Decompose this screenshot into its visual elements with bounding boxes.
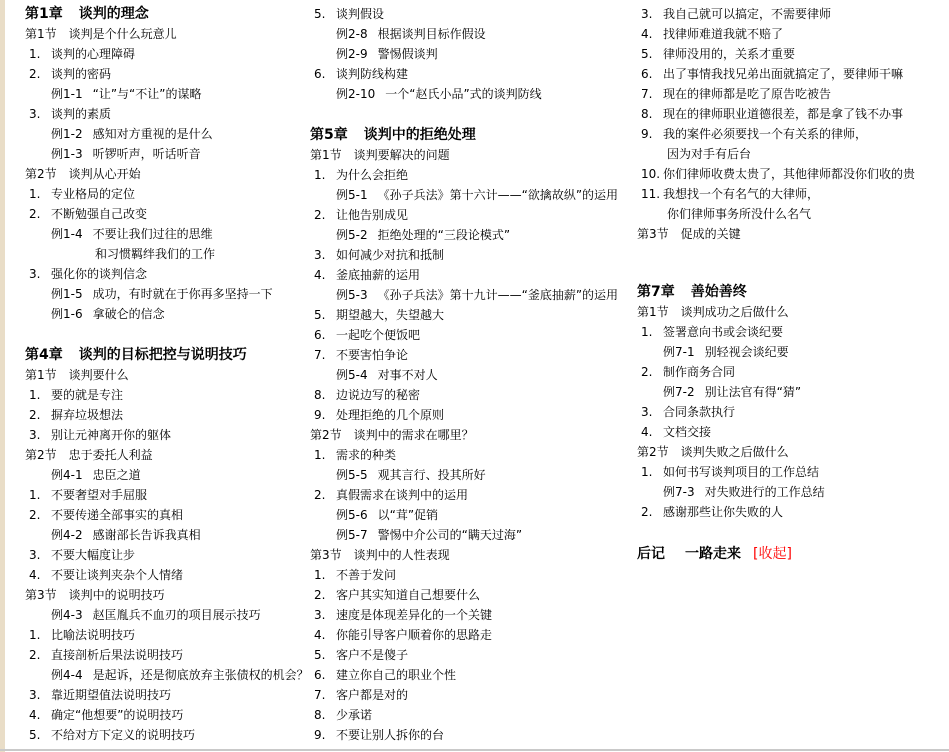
- toc-example: [310, 225, 637, 245]
- toc-example: [310, 285, 637, 305]
- item-number: 4.: [314, 268, 326, 282]
- toc-item: [25, 184, 310, 204]
- spacer: [637, 244, 947, 282]
- toc-item: [637, 402, 947, 422]
- section-heading: [25, 24, 310, 44]
- example-label: 例4-1: [51, 468, 83, 482]
- example-label: 例4-3: [51, 608, 83, 622]
- toc-example: [25, 144, 310, 164]
- example-label: 例1-2: [51, 127, 83, 141]
- section-title: 促成的关键: [680, 227, 741, 241]
- chapter-label: 第5章: [310, 127, 348, 143]
- toc-item: [310, 64, 637, 84]
- section-title: 谈判是个什么玩意儿: [68, 27, 177, 41]
- item-number: 2.: [29, 67, 41, 81]
- toc-item: [310, 585, 637, 605]
- item-text: 文档交接: [663, 425, 712, 439]
- item-text: 签署意向书或会谈纪要: [663, 325, 784, 339]
- item-text: 我想找一个有名气的大律师，: [663, 187, 820, 201]
- item-number: 9.: [314, 728, 326, 742]
- item-text: 现在的律师职业道德很差，都是拿了钱不办事: [663, 107, 904, 121]
- item-number: 2.: [29, 648, 41, 662]
- toc-item: [310, 385, 637, 405]
- item-text: 谈判的素质: [51, 107, 112, 121]
- item-number: 6.: [314, 668, 326, 682]
- example-text: 对失败进行的工作总结: [704, 485, 825, 499]
- toc-continuation: [25, 244, 310, 264]
- item-text: 真假需求在谈判中的运用: [336, 488, 469, 502]
- item-number: 7.: [314, 348, 326, 362]
- example-label: 例5-3: [336, 288, 368, 302]
- section-title: 谈判中的需求在哪里？: [353, 428, 474, 442]
- section-title: 谈判要什么: [68, 368, 129, 382]
- item-number: 1.: [641, 465, 653, 479]
- example-label: 例1-3: [51, 147, 83, 161]
- item-number: 1.: [29, 388, 41, 402]
- toc-example: [310, 24, 637, 44]
- toc-item: [637, 24, 947, 44]
- section-label: 第3节: [25, 588, 57, 602]
- example-label: 例2-9: [336, 47, 368, 61]
- example-label: 例5-7: [336, 528, 368, 542]
- example-text: 别让法官有得“猜”: [704, 385, 802, 399]
- toc-example: [310, 365, 637, 385]
- continuation-text: 你们律师事务所没什么名气: [667, 207, 812, 221]
- toc-example: [25, 465, 310, 485]
- item-text: 合同条款执行: [663, 405, 736, 419]
- item-text: 处理拒绝的几个原则: [336, 408, 445, 422]
- example-label: 例4-4: [51, 668, 83, 682]
- item-number: 2.: [29, 508, 41, 522]
- example-label: 例2-8: [336, 27, 368, 41]
- item-text: 客户其实知道自己想要什么: [336, 588, 481, 602]
- item-number: 3.: [641, 7, 653, 21]
- toc-item: [25, 204, 310, 224]
- item-text: 找律师难道我就不赔了: [663, 27, 784, 41]
- toc-item: [310, 165, 637, 185]
- item-number: 3.: [29, 107, 41, 121]
- section-heading: [310, 545, 637, 565]
- toc-item: [637, 164, 947, 184]
- item-text: 谈判的心理障碍: [51, 47, 136, 61]
- item-text: 律师没用的，关系才重要: [663, 47, 796, 61]
- item-text: 你能引导客户顺着你的思路走: [336, 628, 493, 642]
- item-number: 2.: [314, 488, 326, 502]
- item-number: 3.: [314, 608, 326, 622]
- item-text: 你们律师收费太贵了，其他律师都没你们收的贵: [663, 167, 916, 181]
- item-number: 11.: [641, 187, 661, 201]
- item-number: 2.: [314, 208, 326, 222]
- chapter-label: 第7章: [637, 284, 675, 300]
- example-text: 拒绝处理的“三段论模式”: [377, 228, 511, 242]
- spacer: [25, 324, 310, 345]
- item-text: 需求的种类: [336, 448, 397, 462]
- toc-continuation: [637, 144, 947, 164]
- chapter-label: 第1章: [25, 6, 63, 22]
- section-label: 第1节: [25, 27, 57, 41]
- section-label: 第3节: [637, 227, 669, 241]
- toc-item: [310, 485, 637, 505]
- item-number: 7.: [314, 688, 326, 702]
- chapter-heading: [25, 345, 310, 365]
- toc-item: [25, 625, 310, 645]
- chapter-title: 谈判的目标把控与说明技巧: [78, 347, 247, 363]
- example-label: 例1-6: [51, 307, 83, 321]
- toc-item: [25, 64, 310, 84]
- example-text: 别轻视会谈纪要: [704, 345, 789, 359]
- toc-item: [25, 505, 310, 525]
- toc-example: [25, 224, 310, 244]
- item-text: 现在的律师都是吃了原告吃被告: [663, 87, 832, 101]
- chapter-heading: [25, 4, 310, 24]
- item-text: 专业格局的定位: [51, 187, 136, 201]
- toc-item: [637, 422, 947, 442]
- item-text: 客户不是傻子: [336, 648, 409, 662]
- example-text: 根据谈判目标作假设: [377, 27, 486, 41]
- example-text: 一个“赵氏小品”式的谈判防线: [385, 87, 542, 101]
- example-text: 观其言行、投其所好: [377, 468, 486, 482]
- section-heading: [637, 224, 947, 244]
- item-number: 2.: [29, 408, 41, 422]
- item-number: 1.: [314, 568, 326, 582]
- item-text: 客户都是对的: [336, 688, 409, 702]
- item-text: 不断勉强自己改变: [51, 207, 148, 221]
- toc-item: [637, 104, 947, 124]
- item-number: 1.: [314, 168, 326, 182]
- toc-item: [25, 425, 310, 445]
- section-title: 谈判中的说明技巧: [68, 588, 165, 602]
- toc-item: [637, 502, 947, 522]
- item-number: 3.: [29, 548, 41, 562]
- example-text: 以“茸”促销: [377, 508, 439, 522]
- toc-example: [637, 382, 947, 402]
- item-text: 不给对方下定义的说明技巧: [51, 728, 196, 742]
- example-label: 例5-6: [336, 508, 368, 522]
- item-text: 谈判的密码: [51, 67, 112, 81]
- continuation-text: 和习惯羁绊我们的工作: [95, 247, 216, 261]
- toc-item: [310, 305, 637, 325]
- section-label: 第3节: [310, 548, 342, 562]
- toc-item: [310, 405, 637, 425]
- example-text: 成功，有时就在于你再多坚持一下: [92, 287, 273, 301]
- item-number: 2.: [29, 207, 41, 221]
- toc-item: [637, 362, 947, 382]
- item-number: 5.: [314, 7, 326, 21]
- toc-column-right: [637, 4, 947, 565]
- section-title: 谈判要解决的问题: [353, 148, 450, 162]
- toc-example: [310, 84, 637, 104]
- toc-item: [310, 665, 637, 685]
- toc-item: [637, 64, 947, 84]
- item-number: 5.: [29, 728, 41, 742]
- postscript-label: 后记: [637, 546, 665, 562]
- item-number: 8.: [641, 107, 653, 121]
- item-text: 速度是体现差异化的一个关键: [336, 608, 493, 622]
- item-text: 感谢那些让你失败的人: [663, 505, 784, 519]
- item-number: 4.: [314, 628, 326, 642]
- item-number: 4.: [641, 425, 653, 439]
- postscript-title: 一路走来: [685, 546, 741, 562]
- item-text: 比喻法说明技巧: [51, 628, 136, 642]
- toc-item: [310, 605, 637, 625]
- toc-item: [310, 265, 637, 285]
- example-label: 例7-1: [663, 345, 695, 359]
- example-label: 例7-3: [663, 485, 695, 499]
- section-label: 第2节: [25, 448, 57, 462]
- item-number: 6.: [641, 67, 653, 81]
- item-text: 建立你自己的职业个性: [336, 668, 457, 682]
- example-text: 感知对方重视的是什么: [92, 127, 213, 141]
- section-heading: [25, 164, 310, 184]
- toc-item: [25, 264, 310, 284]
- section-heading: [25, 585, 310, 605]
- item-text: 釜底抽薪的运用: [336, 268, 421, 282]
- item-number: 3.: [29, 688, 41, 702]
- item-number: 2.: [314, 588, 326, 602]
- example-text: 警惕中介公司的“瞒天过海”: [377, 528, 523, 542]
- item-number: 9.: [641, 127, 653, 141]
- item-text: 少承诺: [336, 708, 373, 722]
- item-number: 1.: [29, 488, 41, 502]
- toc-item: [25, 645, 310, 665]
- item-number: 5.: [314, 308, 326, 322]
- example-label: 例1-1: [51, 87, 83, 101]
- item-number: 6.: [314, 328, 326, 342]
- item-number: 2.: [641, 365, 653, 379]
- item-text: 别让元神离开你的躯体: [51, 428, 172, 442]
- toc-continuation: [637, 204, 947, 224]
- example-text: 拿破仑的信念: [92, 307, 165, 321]
- toc-example: [310, 525, 637, 545]
- item-text: 我自己就可以搞定，不需要律师: [663, 7, 832, 21]
- toc-item: [310, 245, 637, 265]
- toc-example: [25, 304, 310, 324]
- section-heading: [637, 302, 947, 322]
- spacer: [637, 522, 947, 543]
- item-text: 强化你的谈判信念: [51, 267, 148, 281]
- toc-example: [25, 525, 310, 545]
- toc-example: [637, 482, 947, 502]
- toc-example: [25, 665, 310, 685]
- page-edge-strip: [0, 0, 5, 752]
- item-text: 摒弃垃圾想法: [51, 408, 124, 422]
- example-label: 例7-2: [663, 385, 695, 399]
- chapter-label: 第4章: [25, 347, 63, 363]
- item-text: 不要害怕争论: [336, 348, 409, 362]
- item-text: 期望越大，失望越大: [336, 308, 445, 322]
- chapter-title: 谈判的理念: [78, 6, 149, 22]
- toc-item: [25, 565, 310, 585]
- item-text: 一起吃个便饭吧: [336, 328, 421, 342]
- postscript: [637, 543, 947, 565]
- section-label: 第2节: [310, 428, 342, 442]
- section-title: 谈判成功之后做什么: [680, 305, 789, 319]
- example-text: 听锣听声，听话听音: [92, 147, 201, 161]
- item-text: 靠近期望值法说明技巧: [51, 688, 172, 702]
- item-text: 边说边写的秘密: [336, 388, 421, 402]
- example-label: 例4-2: [51, 528, 83, 542]
- toc-item: [310, 345, 637, 365]
- section-label: 第1节: [25, 368, 57, 382]
- section-heading: [25, 445, 310, 465]
- item-number: 10.: [641, 167, 661, 181]
- toc-column-middle: [310, 4, 637, 745]
- toc-item: [25, 725, 310, 745]
- toc-example: [310, 505, 637, 525]
- example-label: 例1-5: [51, 287, 83, 301]
- example-text: 感谢部长告诉我真相: [92, 528, 201, 542]
- item-number: 5.: [641, 47, 653, 61]
- toc-example: [25, 124, 310, 144]
- section-title: 谈判中的人性表现: [353, 548, 450, 562]
- example-text: 忠臣之道: [92, 468, 141, 482]
- section-title: 谈判从心开始: [68, 167, 141, 181]
- toc-item: [25, 485, 310, 505]
- toc-item: [310, 565, 637, 585]
- example-text: 赵匡胤兵不血刃的项目展示技巧: [92, 608, 261, 622]
- item-text: 直接剖析后果法说明技巧: [51, 648, 184, 662]
- item-text: 不要让别人拆你的台: [336, 728, 445, 742]
- item-text: 让他告别成见: [336, 208, 409, 222]
- item-number: 3.: [29, 428, 41, 442]
- example-text: 不要让我们过往的思维: [92, 227, 213, 241]
- item-text: 如何书写谈判项目的工作总结: [663, 465, 820, 479]
- toc-item: [25, 545, 310, 565]
- toc-item: [310, 4, 637, 24]
- item-number: 1.: [29, 187, 41, 201]
- item-text: 出了事情我找兄弟出面就搞定了，要律师干嘛: [663, 67, 904, 81]
- example-text: 《孙子兵法》第十六计——“欲擒故纵”的运用: [377, 188, 619, 202]
- item-number: 2.: [641, 505, 653, 519]
- item-number: 1.: [29, 47, 41, 61]
- toc-item: [310, 445, 637, 465]
- section-heading: [310, 145, 637, 165]
- toc-item: [25, 685, 310, 705]
- section-heading: [637, 442, 947, 462]
- toc-item: [310, 325, 637, 345]
- example-text: 对事不对人: [377, 368, 438, 382]
- toc-item: [637, 4, 947, 24]
- section-title: 忠于委托人利益: [68, 448, 153, 462]
- toc-item: [25, 405, 310, 425]
- toc-example: [25, 284, 310, 304]
- toc-item: [25, 385, 310, 405]
- item-number: 9.: [314, 408, 326, 422]
- example-text: 警惕假谈判: [377, 47, 438, 61]
- example-label: 例2-10: [336, 87, 376, 101]
- toc-item: [310, 685, 637, 705]
- item-number: 1.: [314, 448, 326, 462]
- chapter-title: 善始善终: [690, 284, 747, 300]
- section-label: 第1节: [310, 148, 342, 162]
- item-text: 不要奢望对手屈服: [51, 488, 148, 502]
- item-number: 8.: [314, 708, 326, 722]
- item-text: 我的案件必须要找一个有关系的律师，: [663, 127, 868, 141]
- item-number: 3.: [314, 248, 326, 262]
- example-label: 例5-5: [336, 468, 368, 482]
- toc-item: [310, 645, 637, 665]
- item-number: 1.: [641, 325, 653, 339]
- bottom-divider: [0, 749, 949, 751]
- continuation-text: 因为对手有后台: [667, 147, 752, 161]
- item-text: 不要大幅度让步: [51, 548, 136, 562]
- example-text: “让”与“不让”的谋略: [92, 87, 202, 101]
- section-label: 第2节: [25, 167, 57, 181]
- item-number: 6.: [314, 67, 326, 81]
- toc-column-left: [25, 4, 310, 745]
- item-text: 谈判防线构建: [336, 67, 409, 81]
- toc-item: [637, 44, 947, 64]
- toc-item: [637, 462, 947, 482]
- item-text: 要的就是专注: [51, 388, 124, 402]
- example-text: 是起诉，还是彻底放弃主张债权的机会？: [92, 668, 309, 682]
- item-text: 制作商务合同: [663, 365, 736, 379]
- collapse-link[interactable]: [收起]: [753, 546, 792, 562]
- toc-example: [25, 84, 310, 104]
- item-number: 7.: [641, 87, 653, 101]
- toc-item: [637, 322, 947, 342]
- example-label: 例1-4: [51, 227, 83, 241]
- item-text: 确定“他想要”的说明技巧: [51, 708, 184, 722]
- toc-example: [25, 605, 310, 625]
- toc-example: [310, 465, 637, 485]
- toc-example: [310, 44, 637, 64]
- section-title: 谈判失败之后做什么: [680, 445, 789, 459]
- toc-example: [637, 342, 947, 362]
- toc-item: [25, 44, 310, 64]
- toc-item: [25, 104, 310, 124]
- example-text: 《孙子兵法》第十九计——“釜底抽薪”的运用: [377, 288, 619, 302]
- example-label: 例5-2: [336, 228, 368, 242]
- item-text: 如何减少对抗和抵制: [336, 248, 445, 262]
- toc-item: [637, 184, 947, 204]
- section-label: 第2节: [637, 445, 669, 459]
- item-number: 4.: [641, 27, 653, 41]
- toc-item: [310, 205, 637, 225]
- toc-item: [310, 705, 637, 725]
- item-number: 4.: [29, 708, 41, 722]
- toc-item: [310, 625, 637, 645]
- item-number: 1.: [29, 628, 41, 642]
- section-label: 第1节: [637, 305, 669, 319]
- toc-item: [25, 705, 310, 725]
- item-number: 3.: [29, 267, 41, 281]
- toc-item: [637, 84, 947, 104]
- item-text: 为什么会拒绝: [336, 168, 409, 182]
- item-text: 不要让谈判夹杂个人情绪: [51, 568, 184, 582]
- section-heading: [25, 365, 310, 385]
- item-text: 不善于发问: [336, 568, 397, 582]
- item-number: 5.: [314, 648, 326, 662]
- item-text: 谈判假设: [336, 7, 385, 21]
- item-number: 4.: [29, 568, 41, 582]
- chapter-heading: [637, 282, 947, 302]
- item-number: 3.: [641, 405, 653, 419]
- example-label: 例5-4: [336, 368, 368, 382]
- chapter-heading: [310, 125, 637, 145]
- item-number: 8.: [314, 388, 326, 402]
- toc-item: [637, 124, 947, 144]
- section-heading: [310, 425, 637, 445]
- chapter-title: 谈判中的拒绝处理: [363, 127, 476, 143]
- item-text: 不要传递全部事实的真相: [51, 508, 184, 522]
- toc-item: [310, 725, 637, 745]
- toc-example: [310, 185, 637, 205]
- spacer: [310, 104, 637, 125]
- example-label: 例5-1: [336, 188, 368, 202]
